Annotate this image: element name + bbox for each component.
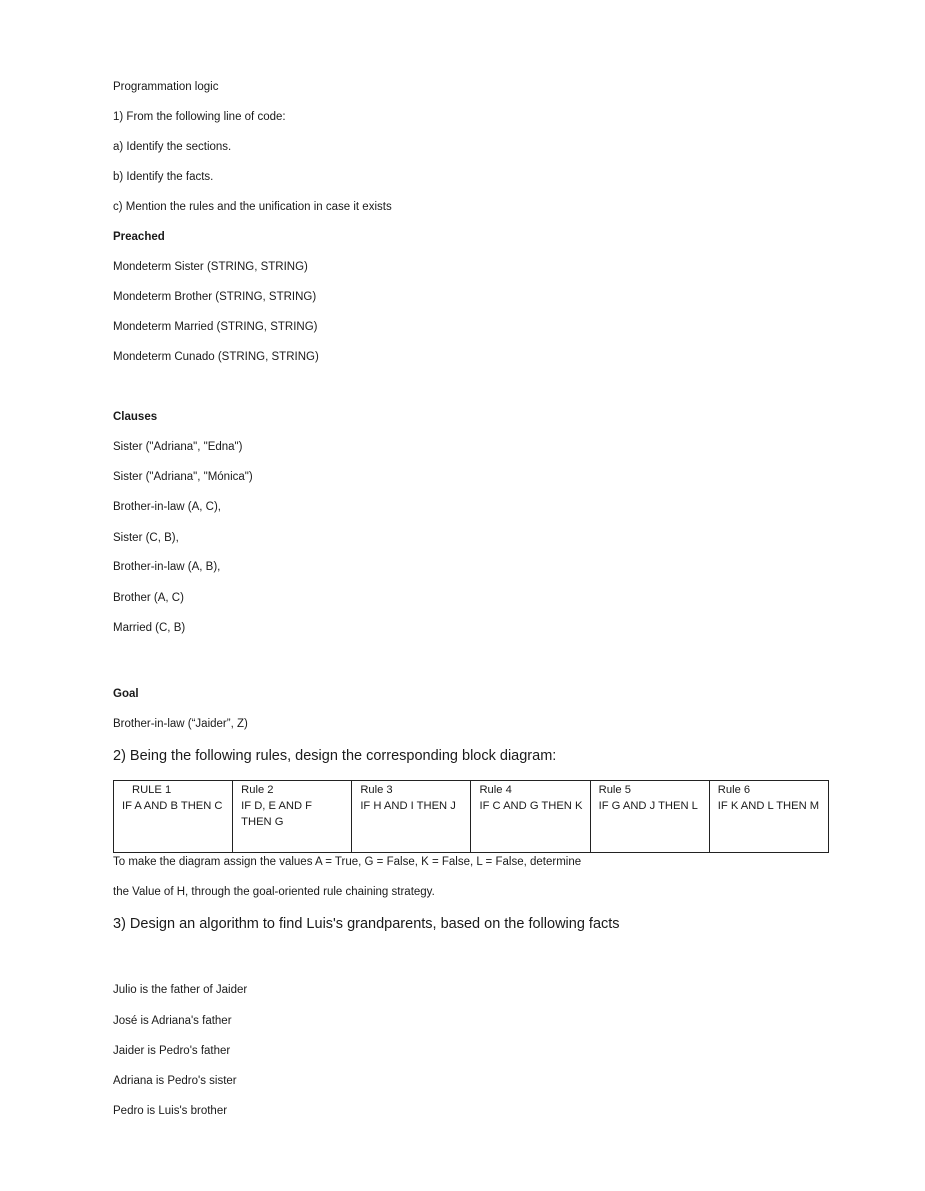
fact-line: Adriana is Pedro's sister xyxy=(113,1075,237,1087)
clause-line: Brother-in-law (A, C), xyxy=(113,501,221,513)
rule-expression: IF H AND I THEN J xyxy=(360,800,456,812)
rule-name: RULE 1 xyxy=(132,784,172,796)
rule-expression: IF K AND L THEN M xyxy=(717,800,820,812)
question-1b: b) Identify the facts. xyxy=(113,171,214,183)
rule-name: Rule 6 xyxy=(717,784,751,796)
clause-line: Sister ("Adriana", "Edna") xyxy=(113,441,243,453)
rule-cell xyxy=(590,781,709,853)
goal-heading: Goal xyxy=(113,688,139,700)
clause-line: Sister (C, B), xyxy=(113,532,179,544)
rule-name: Rule 4 xyxy=(479,784,512,796)
clause-line: Married (C, B) xyxy=(113,622,186,634)
question-1a: a) Identify the sections. xyxy=(113,141,232,153)
rule-expression: IF C AND G THEN K xyxy=(479,800,583,812)
rule-cell xyxy=(114,781,233,853)
preached-line: Mondeterm Married (STRING, STRING) xyxy=(113,321,318,333)
preached-line: Mondeterm Sister (STRING, STRING) xyxy=(113,261,308,273)
fact-line: Jaider is Pedro's father xyxy=(113,1045,231,1057)
rules-table xyxy=(113,780,829,853)
question-3-heading: 3) Design an algorithm to find Luis's grandparents, based on the following facts xyxy=(113,916,620,932)
question-1-intro: 1) From the following line of code: xyxy=(113,111,286,123)
clause-line: Brother-in-law (A, B), xyxy=(113,561,221,573)
document-title: Programmation logic xyxy=(113,81,219,93)
rule-expression: IF G AND J THEN L xyxy=(598,800,698,812)
preached-line: Mondeterm Cunado (STRING, STRING) xyxy=(113,351,319,363)
fact-line: Pedro is Luis's brother xyxy=(113,1105,228,1117)
clause-line: Brother (A, C) xyxy=(113,592,184,604)
rule-name: Rule 2 xyxy=(241,784,274,796)
goal-line: Brother-in-law (“Jaider”, Z) xyxy=(113,718,248,730)
clause-line: Sister ("Adriana", "Mónica") xyxy=(113,471,253,483)
rules-row xyxy=(114,781,829,853)
question-2-note: To make the diagram assign the values A = True, G = False, K = False, L = False, determine xyxy=(113,856,582,868)
preached-heading: Preached xyxy=(113,231,165,243)
rule-cell xyxy=(709,781,828,853)
rule-expression: IF D, E AND F THEN G xyxy=(241,800,313,828)
fact-line: Julio is the father of Jaider xyxy=(113,984,248,996)
rule-name: Rule 5 xyxy=(598,784,631,796)
rule-cell xyxy=(471,781,590,853)
rule-expression: IF A AND B THEN C xyxy=(122,800,223,812)
rule-name: Rule 3 xyxy=(360,784,393,796)
question-2-heading: 2) Being the following rules, design the corresponding block diagram: xyxy=(113,748,557,764)
preached-line: Mondeterm Brother (STRING, STRING) xyxy=(113,291,317,303)
rule-cell xyxy=(352,781,471,853)
question-2-note: the Value of H, through the goal-oriented rule chaining strategy. xyxy=(113,886,435,898)
rule-cell xyxy=(233,781,352,853)
question-1c: c) Mention the rules and the unification in case it exists xyxy=(113,201,392,213)
fact-line: José is Adriana's father xyxy=(113,1015,232,1027)
clauses-heading: Clauses xyxy=(113,411,158,423)
